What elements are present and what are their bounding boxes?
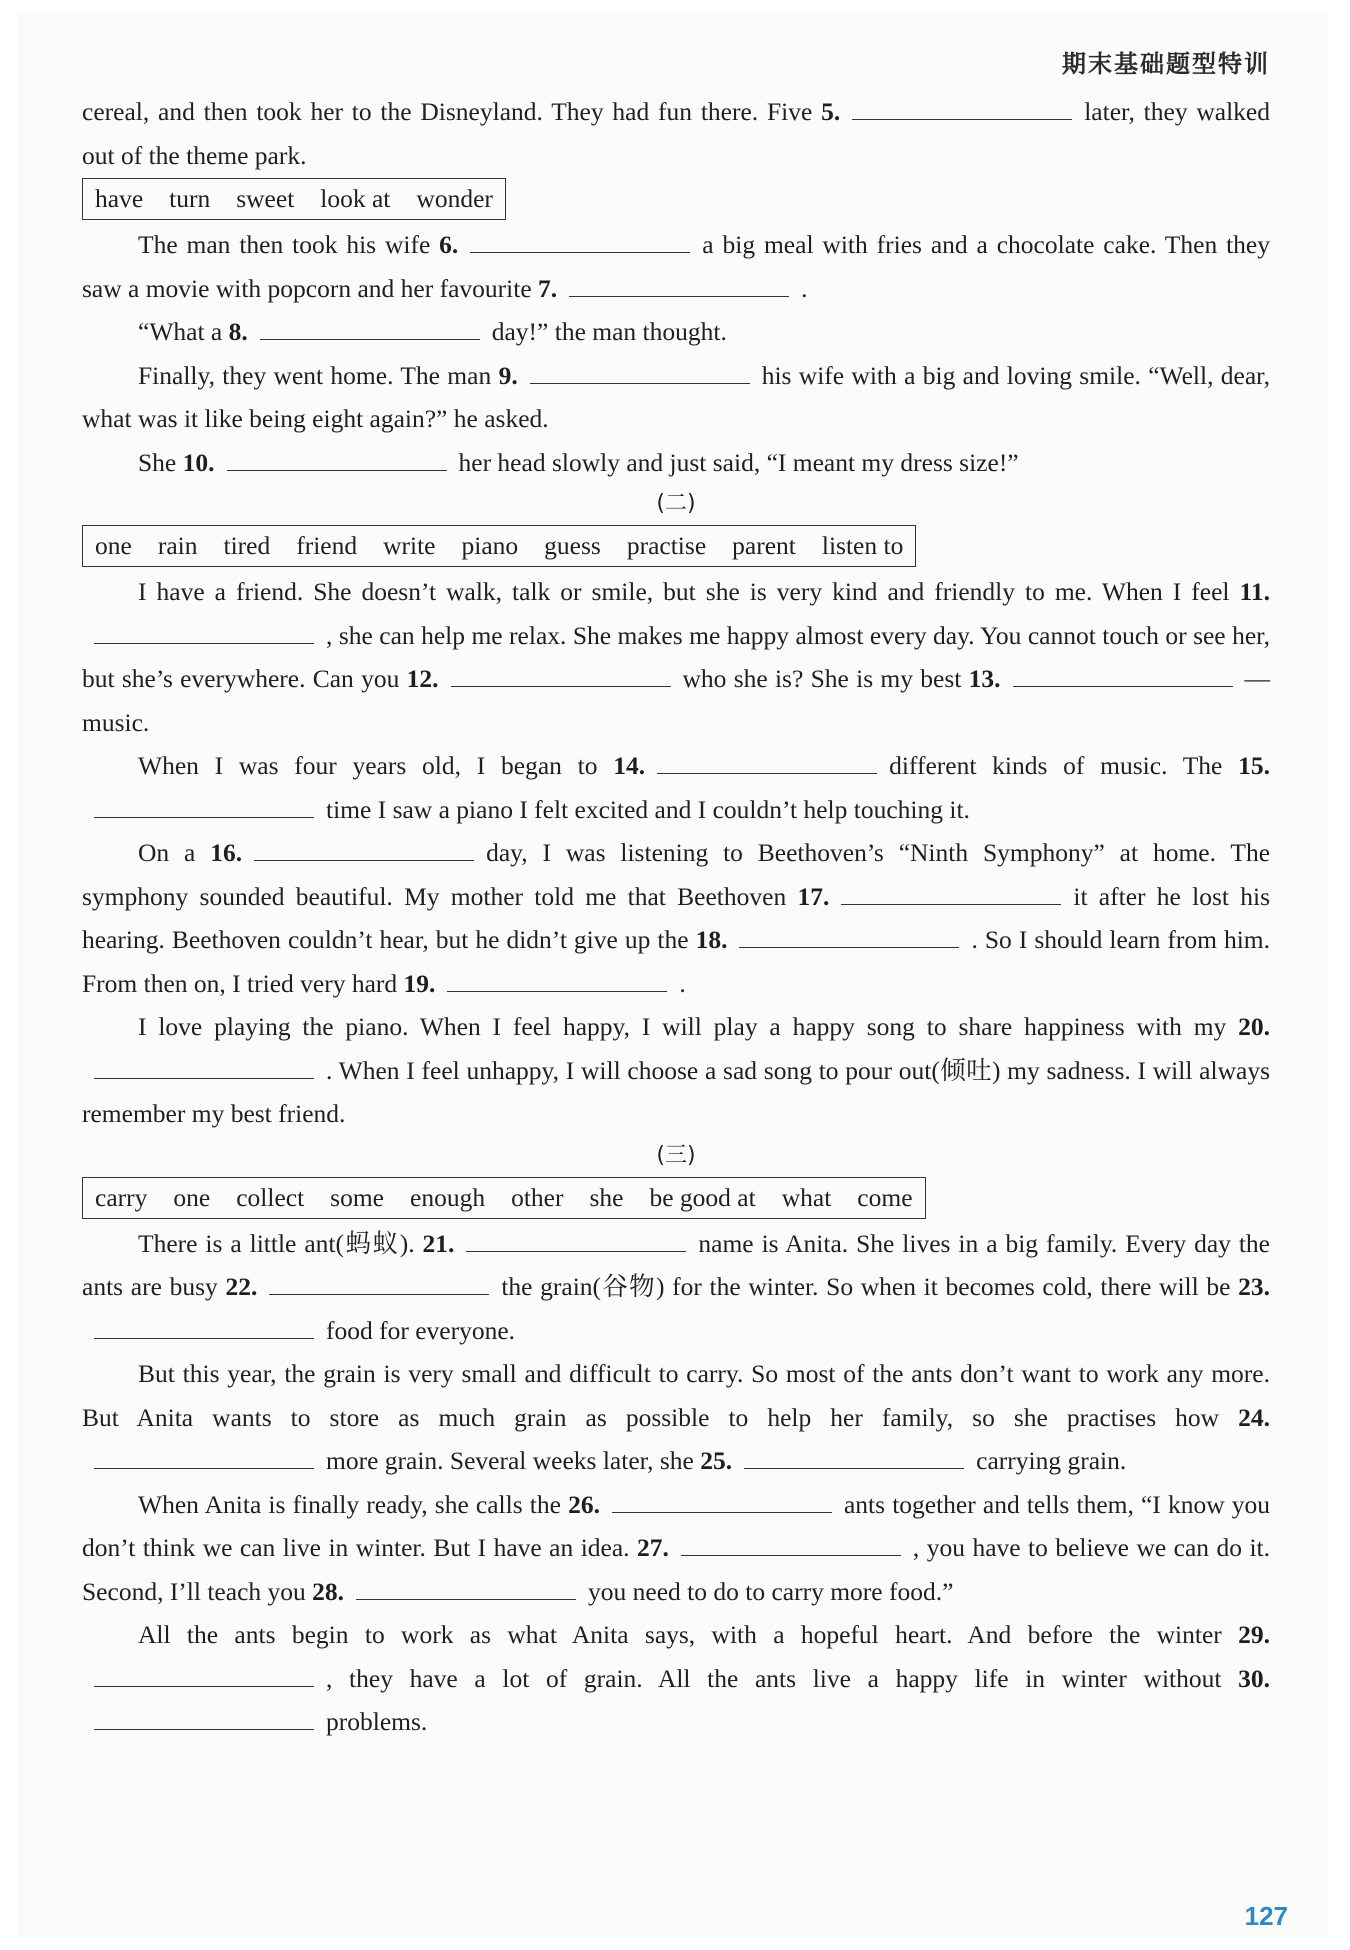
answer-blank-11[interactable]: [94, 621, 314, 644]
passage-3-paragraph-a: There is a little ant(蚂蚁). 21. name is Anita. She lives in a big family. Every day the ants are busy 22. the grain(谷物) for the winter. So when it becomes cold, there will be 23.food for everyone.: [82, 1228, 1271, 1345]
question-number-27: 27.: [637, 1533, 669, 1562]
answer-blank-23[interactable]: [94, 1316, 314, 1339]
section-title-3: (三): [656, 1142, 696, 1168]
question-number-25: 25.: [700, 1446, 733, 1475]
word-bank-item: write: [383, 531, 436, 560]
word-bank-item: listen to: [821, 531, 904, 560]
word-bank-item: sweet: [236, 184, 295, 213]
answer-blank-25[interactable]: [744, 1446, 964, 1469]
answer-blank-8[interactable]: [260, 317, 480, 340]
word-bank-item: carry: [95, 1182, 148, 1212]
word-bank-item: friend: [296, 531, 358, 560]
question-number-19: 19.: [403, 968, 436, 998]
question-number-10: 10.: [182, 447, 215, 477]
word-bank-item: one: [95, 531, 132, 560]
passage-3-paragraph-d: All the ants begin to work as what Anita says, with a hopeful heart. And before the winter 29., they have a lot of grain. All the ants live a happy life in winter without 30.problems.: [82, 1613, 1270, 1744]
word-bank-item: have: [95, 184, 144, 213]
question-number-28: 28.: [312, 1576, 345, 1606]
word-bank-item: collect: [236, 1182, 305, 1212]
word-bank-item: turn: [169, 184, 211, 213]
question-number-22: 22.: [225, 1272, 258, 1301]
answer-blank-29[interactable]: [94, 1664, 314, 1687]
page-number: 127: [1244, 1901, 1288, 1931]
question-number-15: 15.: [1238, 751, 1270, 780]
passage-2-paragraph-b: When I was four years old, I began to 14. different kinds of music. The 15.time I saw a piano I felt excited and I couldn’t help touching it.: [82, 744, 1270, 831]
answer-blank-26[interactable]: [612, 1490, 832, 1513]
word-bank-item: guess: [544, 531, 601, 560]
answer-blank-10[interactable]: [227, 448, 447, 471]
worksheet-content: [82, 90, 1270, 1744]
question-number-6: 6.: [439, 230, 459, 259]
word-bank-item: she: [589, 1182, 624, 1212]
answer-blank-27[interactable]: [681, 1533, 901, 1556]
question-number-8: 8.: [228, 317, 248, 346]
answer-blank-24[interactable]: [94, 1446, 314, 1469]
passage-2-paragraph-d: I love playing the piano. When I feel happy, I will play a happy song to share happiness with my 20.. When I feel unhappy, I will choose a sad song to pour out(倾吐) my sadness. I will always remember my best friend.: [82, 1012, 1271, 1128]
answer-blank-16[interactable]: [254, 838, 474, 861]
word-bank-item: be good at: [649, 1182, 756, 1212]
passage-1-paragraph-e: She 10. her head slowly and just said, “I meant my dress size!”: [138, 447, 1019, 477]
answer-blank-15[interactable]: [94, 795, 314, 818]
word-bank-item: what: [781, 1182, 832, 1212]
word-bank-item: some: [330, 1182, 384, 1212]
word-bank-1: [82, 178, 506, 220]
answer-blank-22[interactable]: [269, 1272, 489, 1295]
word-bank-item: rain: [157, 531, 198, 560]
question-number-11: 11.: [1239, 577, 1271, 606]
answer-blank-13[interactable]: [1013, 664, 1233, 687]
answer-blank-12[interactable]: [451, 664, 671, 687]
answer-blank-19[interactable]: [447, 969, 667, 992]
answer-blank-14[interactable]: [657, 751, 877, 774]
passage-1-paragraph-c: “What a 8. day!” the man thought.: [138, 317, 727, 346]
question-number-7: 7.: [538, 273, 558, 303]
word-bank-item: one: [173, 1182, 211, 1212]
word-bank-item: come: [857, 1182, 913, 1212]
question-number-23: 23.: [1238, 1272, 1271, 1301]
word-bank-item: parent: [732, 531, 796, 560]
word-bank-item: tired: [223, 531, 271, 560]
word-bank-item: enough: [410, 1182, 486, 1212]
answer-blank-21[interactable]: [466, 1229, 686, 1252]
answer-blank-6[interactable]: [470, 230, 690, 253]
question-number-29: 29.: [1238, 1620, 1271, 1649]
question-number-9: 9.: [498, 360, 518, 390]
passage-3-paragraph-b: But this year, the grain is very small and difficult to carry. So most of the ants don’t want to work any more. But Anita wants to store as much grain as possible to help her family, so she practises how 24.more grain. Several weeks later, she 25. carrying grain.: [82, 1359, 1270, 1475]
passage-2-paragraph-c: On a 16. day, I was listening to Beethoven’s “Ninth Symphony” at home. The symphony sounded beautiful. My mother told me that Beethoven 17. it after he lost his hearing. Beethoven couldn’t hear, but he didn’t give up the 18. . So I should learn from him. From then on, I tried very hard 19. .: [82, 838, 1271, 998]
question-number-12: 12.: [406, 664, 439, 693]
passage-1-paragraph-b: The man then took his wife 6. a big meal with fries and a chocolate cake. Then they saw a movie with popcorn and her favourite 7. .: [82, 230, 1270, 303]
answer-blank-20[interactable]: [94, 1056, 314, 1079]
passage-2-paragraph-a: I have a friend. She doesn’t walk, talk or smile, but she is very kind and friendly to me. When I feel 11., she can help me relax. She makes me happy almost every day. You cannot touch or see her, but she’s everywhere. Can you 12. who she is? She is my best 13. —music.: [82, 577, 1271, 737]
passage-3-paragraph-c: When Anita is finally ready, she calls the 26. ants together and tells them, “I know you don’t think we can live in winter. But I have an idea. 27. , you have to believe we can do it. Second, I’ll teach you 28. you need to do to carry more food.”: [82, 1489, 1271, 1606]
word-bank-item: other: [511, 1182, 564, 1212]
page-header: 期末基础题型特训: [1062, 50, 1270, 78]
question-number-21: 21.: [422, 1228, 455, 1258]
section-title-2: (二): [656, 491, 696, 516]
word-bank-3: [82, 1177, 926, 1219]
question-number-16: 16.: [210, 838, 243, 867]
answer-blank-30[interactable]: [94, 1707, 314, 1730]
question-number-26: 26.: [568, 1489, 600, 1519]
question-number-13: 13.: [968, 664, 1001, 693]
question-number-18: 18.: [695, 925, 728, 954]
question-number-20: 20.: [1238, 1012, 1271, 1041]
answer-blank-7[interactable]: [569, 274, 789, 297]
word-bank-item: piano: [461, 531, 519, 560]
answer-blank-17[interactable]: [841, 882, 1061, 905]
question-number-14: 14.: [613, 751, 646, 780]
passage-1-paragraph-d: Finally, they went home. The man 9. his wife with a big and loving smile. “Well, dear, what was it like being eight again?” he asked.: [82, 360, 1271, 433]
answer-blank-28[interactable]: [356, 1577, 576, 1600]
question-number-17: 17.: [797, 881, 830, 911]
answer-blank-5[interactable]: [852, 97, 1072, 120]
question-number-5: 5.: [821, 97, 841, 126]
word-bank-item: look at: [320, 184, 391, 213]
question-number-24: 24.: [1238, 1402, 1270, 1432]
answer-blank-9[interactable]: [530, 361, 750, 384]
passage-1-paragraph-a: cereal, and then took her to the Disneyland. They had fun there. Five 5. later, they walked out of the theme park.: [82, 97, 1270, 170]
word-bank-item: wonder: [416, 184, 493, 213]
question-number-30: 30.: [1238, 1663, 1271, 1693]
word-bank-2: [82, 525, 916, 567]
answer-blank-18[interactable]: [739, 925, 959, 948]
word-bank-item: practise: [626, 531, 707, 560]
